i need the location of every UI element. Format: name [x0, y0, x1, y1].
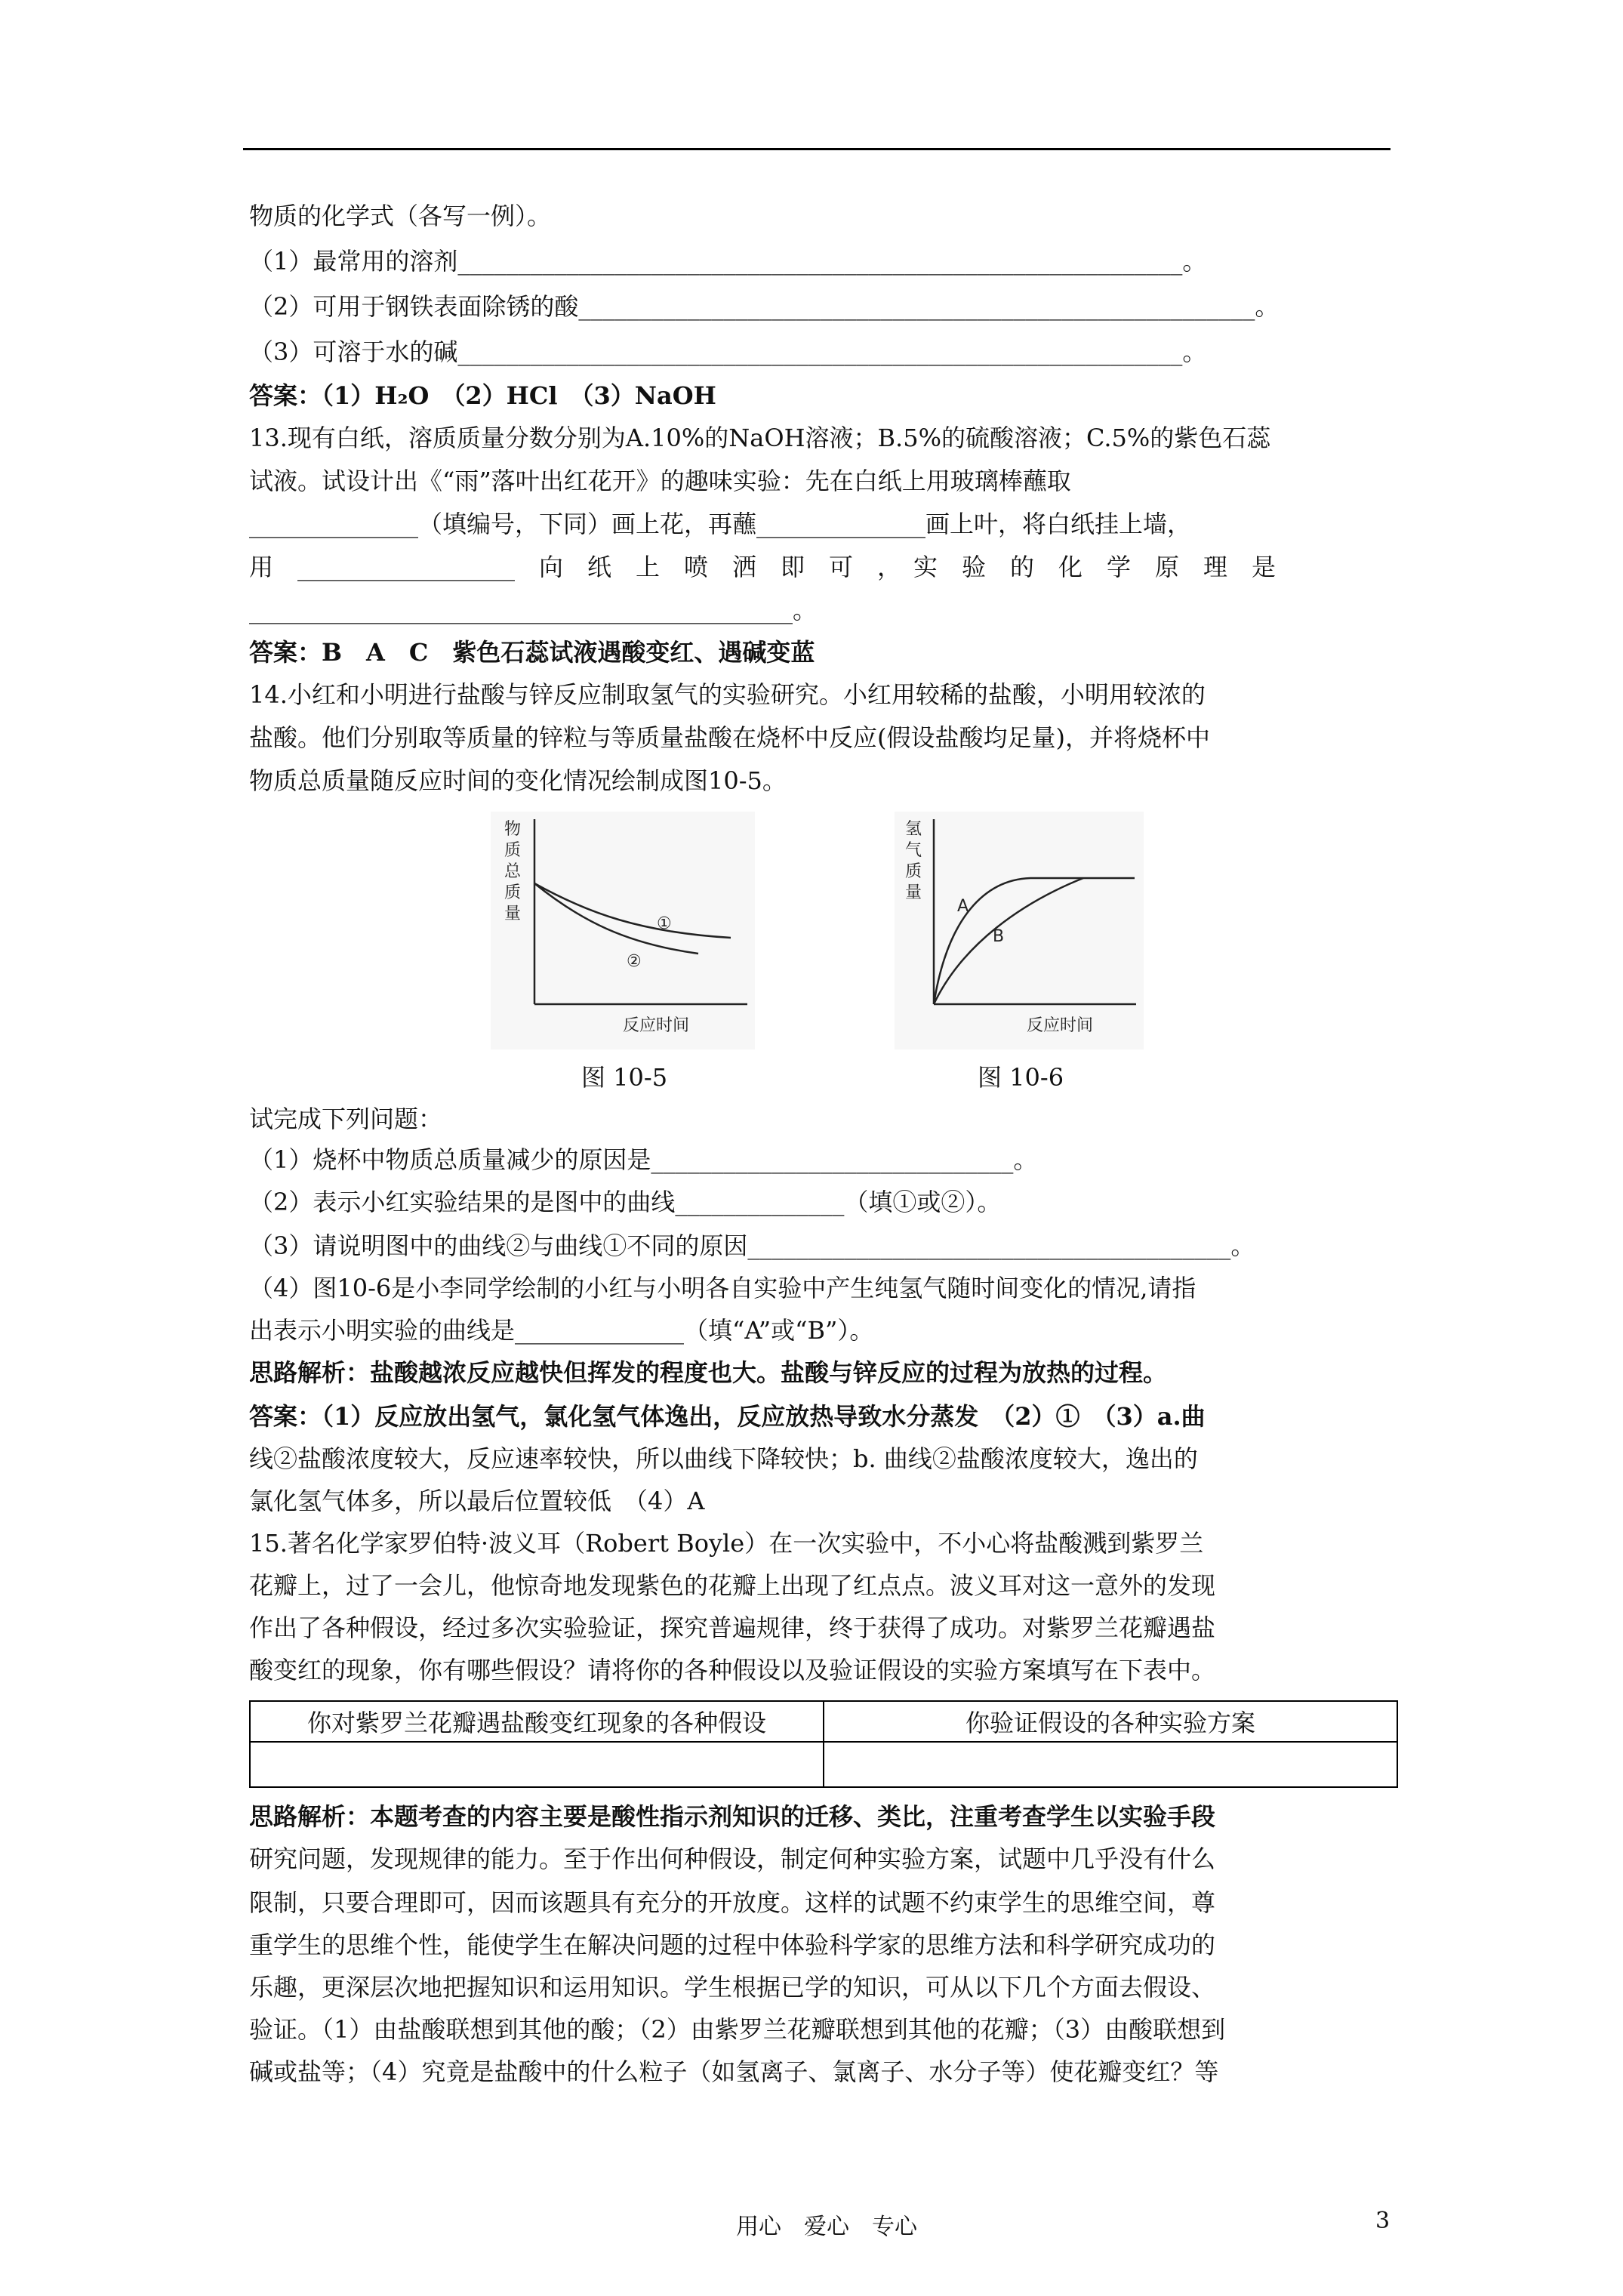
- question-14-4: 出表示小明实验的曲线是______________（填“A”或“B”）。: [249, 1316, 874, 1345]
- figure-caption: 图 10-5: [581, 1063, 668, 1092]
- answer-14: 答案：（1）反应放出氢气，氯化氢气体逸出，反应放热导致水分蒸发 （2）① （3）a.曲: [249, 1402, 1206, 1431]
- curve-b-label: B: [993, 927, 1005, 946]
- footer-motto: 用心 爱心 专心: [736, 2214, 917, 2240]
- answer-14-cont: 氯化氢气体多，所以最后位置较低 （4）A: [249, 1487, 705, 1515]
- y-label-char: 量: [504, 905, 522, 923]
- question-15-line: 酸变红的现象，你有哪些假设？请将你的各种假设以及验证假设的实验方案填写在下表中。: [249, 1656, 1216, 1684]
- figure-10-6: [895, 812, 1144, 1049]
- y-label-char: 质: [905, 862, 922, 881]
- analysis-15-cont: 乐趣，更深层次地把握知识和运用知识。学生根据已学的知识，可从以下几个方面去假设、: [249, 1973, 1216, 2002]
- answer-14-cont: 线②盐酸浓度较大，反应速率较快，所以曲线下降较快；b. 曲线②盐酸浓度较大，逸出的: [249, 1444, 1198, 1473]
- question-15-line: 花瓣上，过了一会儿，他惊奇地发现紫色的花瓣上出现了红点点。波义耳对这一意外的发现: [249, 1571, 1216, 1600]
- figure-caption: 图 10-6: [978, 1063, 1064, 1092]
- answer-13: 答案：B A C 紫色石蕊试液遇酸变红、遇碱变蓝: [249, 638, 815, 667]
- question-14-1: （1）烧杯中物质总质量减少的原因是______________________________。: [249, 1145, 1038, 1174]
- question-13-line: 试液。试设计出《“雨”落叶出红花开》的趣味实验：先在白纸上用玻璃棒蘸取: [249, 467, 1071, 495]
- question-12-1: （1）最常用的溶剂____________________________________________________________。: [249, 247, 1207, 276]
- curve-1-label: ①: [657, 914, 672, 933]
- text-line: 物质的化学式（各写一例）。: [249, 202, 552, 230]
- analysis-14: 思路解析：盐酸越浓反应越快但挥发的程度也大。盐酸与锌反应的过程为放热的过程。: [249, 1358, 1168, 1387]
- question-13-line: 用 __________________ 向 纸 上 喷 洒 即 可 ， 实 验 的 化 学 原 理 是: [249, 553, 1277, 581]
- question-15-line: 作出了各种假设，经过多次实验验证，探究普遍规律，终于获得了成功。对紫罗兰花瓣遇盐: [249, 1613, 1216, 1642]
- question-13-line: ______________（填编号，下同）画上花，再蘸______________画上叶，将白纸挂上墙，: [249, 510, 1192, 538]
- question-13-line: 13.现有白纸，溶质质量分数分别为A.10%的NaOH溶液；B.5%的硫酸溶液；C.5%的紫色石蕊: [249, 424, 1271, 452]
- page-number: 3: [1375, 2208, 1390, 2234]
- x-axis-label: 反应时间: [623, 1016, 690, 1035]
- analysis-15: 思路解析：本题考查的内容主要是酸性指示剂知识的迁移、类比，注重考查学生以实验手段: [249, 1802, 1216, 1831]
- table-cell-empty[interactable]: [824, 1742, 1397, 1787]
- table-header: 你对紫罗兰花瓣遇盐酸变红现象的各种假设: [250, 1701, 824, 1742]
- figure-10-5: [491, 812, 755, 1049]
- header-rule: [243, 148, 1390, 150]
- y-label-char: 总: [504, 862, 522, 881]
- question-15-line: 15.著名化学家罗伯特·波义耳（Robert Boyle）在一次实验中，不小心将盐酸溅到紫罗兰: [249, 1529, 1204, 1558]
- y-label-char: 物: [504, 820, 522, 839]
- question-14-line: 14.小红和小明进行盐酸与锌反应制取氢气的实验研究。小红用较稀的盐酸，小明用较浓的: [249, 680, 1206, 709]
- analysis-15-cont: 碱或盐等；（4）究竟是盐酸中的什么粒子（如氢离子、氯离子、水分子等）使花瓣变红？等: [249, 2057, 1219, 2086]
- question-12-3: （3）可溶于水的碱____________________________________________________________。: [249, 337, 1207, 366]
- y-label-char: 质: [504, 883, 522, 902]
- question-14-2: （2）表示小红实验结果的是图中的曲线______________（填①或②）。: [249, 1188, 1002, 1216]
- y-label-char: 量: [905, 883, 922, 902]
- text-line: 试完成下列问题：: [249, 1105, 443, 1133]
- y-label-char: 气: [905, 841, 922, 860]
- analysis-15-cont: 研究问题，发现规律的能力。至于作出何种假设，制定何种实验方案，试题中几乎没有什么: [249, 1845, 1216, 1873]
- hypothesis-table: [249, 1700, 1398, 1788]
- table-header: 你验证假设的各种实验方案: [824, 1701, 1397, 1742]
- curve-a-label: A: [957, 897, 969, 916]
- question-12-2: （2）可用于钢铁表面除锈的酸________________________________________________________。: [249, 292, 1280, 321]
- question-13-line: _____________________________________________。: [249, 596, 818, 624]
- x-axis-label: 反应时间: [1027, 1016, 1094, 1035]
- analysis-15-cont: 限制，只要合理即可，因而该题具有充分的开放度。这样的试题不约束学生的思维空间，尊: [249, 1888, 1216, 1917]
- question-14-line: 盐酸。他们分别取等质量的锌粒与等质量盐酸在烧杯中反应(假设盐酸均足量)，并将烧杯中: [249, 723, 1210, 752]
- y-label-char: 质: [504, 841, 522, 860]
- curve-2-label: ②: [627, 952, 642, 971]
- analysis-15-cont: 验证。（1）由盐酸联想到其他的酸；（2）由紫罗兰花瓣联想到其他的花瓣；（3）由酸联想到: [249, 2015, 1226, 2044]
- answer-12: 答案：（1）H₂O （2）HCl （3）NaOH: [249, 381, 716, 410]
- analysis-15-cont: 重学生的思维个性，能使学生在解决问题的过程中体验科学家的思维方法和科学研究成功的: [249, 1931, 1216, 1959]
- question-14-line: 物质总质量随反应时间的变化情况绘制成图10-5。: [249, 766, 787, 795]
- question-14-3: （3）请说明图中的曲线②与曲线①不同的原因________________________________________。: [249, 1231, 1255, 1260]
- table-cell-empty[interactable]: [250, 1742, 824, 1787]
- y-label-char: 氢: [905, 820, 922, 839]
- question-14-4: （4）图10-6是小李同学绘制的小红与小明各自实验中产生纯氢气随时间变化的情况,请指: [249, 1274, 1196, 1302]
